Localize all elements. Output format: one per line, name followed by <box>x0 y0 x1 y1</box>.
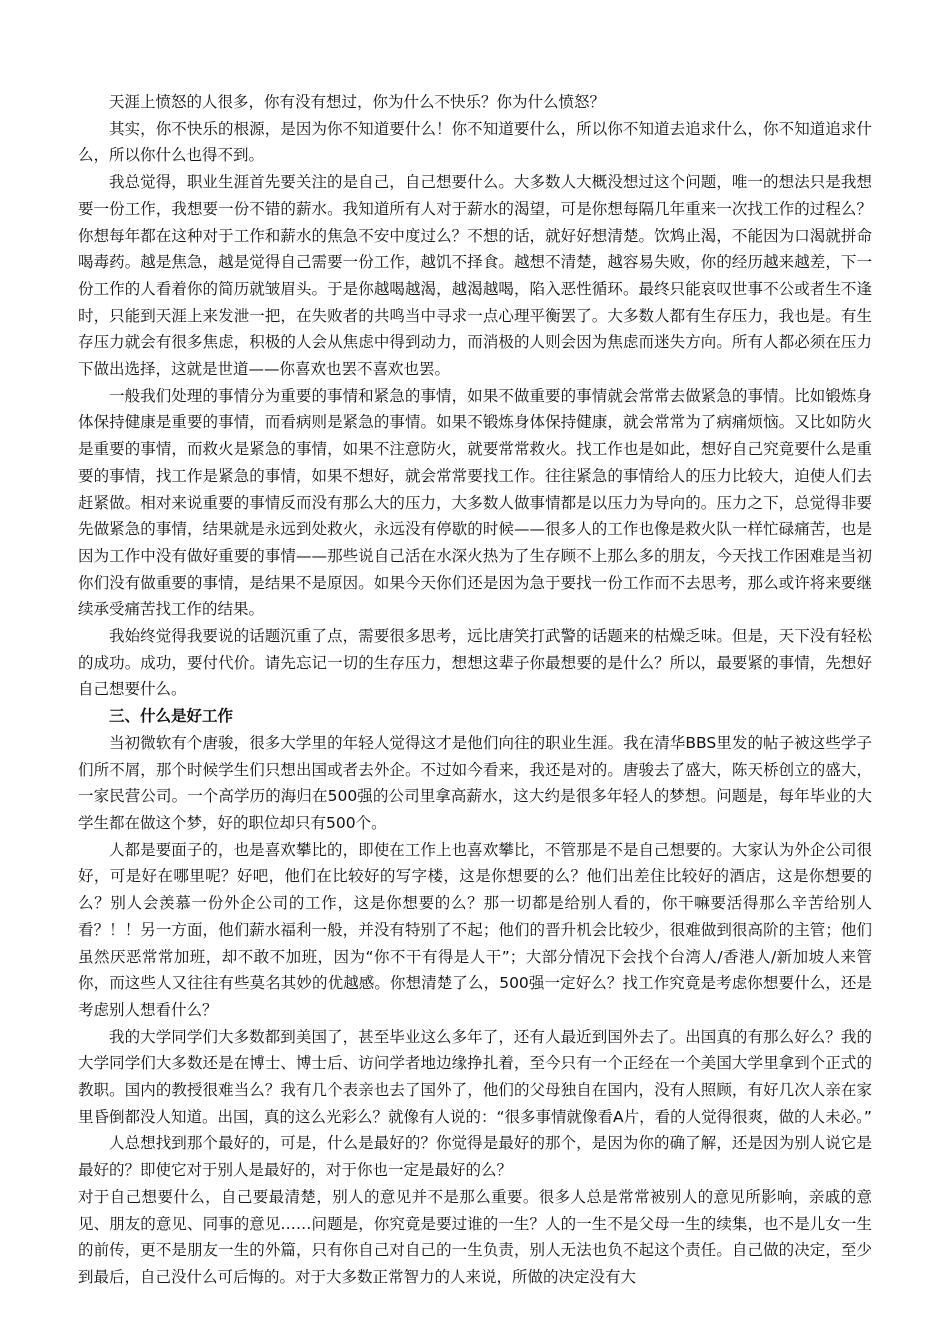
paragraph-own-decision: 对于自己想要什么，自己要最清楚，别人的意见并不是那么重要。很多人总是常常被别人的意见所影响，亲戚的意见、朋友的意见、同事的意见……问题是，你究竟是要过谁的一生？人的一生不是父母一生的续集，也不是儿女一生的前传，更不是朋友一生的外篇，只有你自己对自己的一生负责，别人无法也负不起这个责任。自己做的决定，至少到最后，自己没什么可后悔的。对于大多数正常智力的人来说，所做的决定没有大 <box>78 1187 872 1286</box>
section-heading: 三、什么是好工作 <box>109 707 234 726</box>
paragraph-unhappy-question: 天涯上愤怒的人很多，你有没有想过，你为什么不快乐？你为什么愤怒？ <box>109 93 606 111</box>
paragraph-no-easy-success: 我始终觉得我要说的话题沉重了点，需要很多思考，远比唐笑打武警的话题来的枯燥乏味。但是，天下没有轻松的成功。成功，要付代价。请先忘记一切的生存压力，想想这辈子你最想要的是什么？所以，最要紧的事情，先想好自己想要什么。 <box>78 627 872 699</box>
paragraph-going-abroad: 我的大学同学们大多数都到美国了，甚至毕业这么多年了，还有人最近到国外去了。出国真的有那么好么？我的大学同学们大多数还是在博士、博士后、访问学者地边缘挣扎着，至今只有一个正经在一个美国大学里拿到个正式的教职。国内的教授很难当么？我有几个表亲也去了国外了，他们的父母独自在国内，没有人照顾，有好几次人亲在家里昏倒都没人知道。出国，真的这么光彩么？就像有人说的：“很多事情就像看A片，看的人觉得很爽，做的人未必。” <box>78 1027 872 1126</box>
paragraph-root-cause: 其实，你不快乐的根源，是因为你不知道要什么！你不知道要什么，所以你不知道去追求什么，你不知道追求什么，所以你什么也得不到。 <box>78 119 872 165</box>
paragraph-career-focus: 我总觉得，职业生涯首先要关注的是自己，自己想要什么。大多数人大概没想过这个问题，唯一的想法只是我想要一份工作，我想要一份不错的薪水。我知道所有人对于薪水的渴望，可是你想每隔几年重来一次找工作的过程么？你想每年都在这种对于工作和薪水的焦急不安中度过么？不想的话，就好好想清楚。饮鸩止渴，不能因为口渴就拼命喝毒药。越是焦急，越是觉得自己需要一份工作，越饥不择食。越想不清楚，越容易失败，你的经历越来越差，下一份工作的人看着你的简历就皱眉头。于是你越喝越渴，越渴越喝，陷入恶性循环。最终只能哀叹世事不公或者生不逢时，只能到天涯上来发泄一把，在失败者的共鸣当中寻求一点心理平衡罢了。大多数人都有生存压力，我也是。有生存压力就会有很多焦虑，积极的人会从焦虑中得到动力，而消极的人则会因为焦虑而迷失方向。所有人都必须在压力下做出选择，这就是世道——你喜欢也罢不喜欢也罢。 <box>78 173 872 379</box>
paragraph-face-comparison: 人都是要面子的，也是喜欢攀比的，即使在工作上也喜欢攀比，不管那是不是自己想要的。大家认为外企公司很好，可是好在哪里呢？好吧，他们在比较好的写字楼，这是你想要的么？他们出差住比较好的酒店，这是你想要的么？别人会羡慕一份外企公司的工作，这是你想要的么？那一切都是给别人看的，你干嘛要活得那么辛苦给别人看？！！另一方面，他们薪水福利一般，并没有特别了不起；他们的晋升机会比较少，很难做到很高阶的主管；他们虽然厌恶常常加班，却不敢不加班，因为“你不干有得是人干”；大部分情况下会找个台湾人/香港人/新加坡人来管你，而这些人又往往有些莫名其妙的优越感。你想清楚了么，500强一定好么？找工作究竟是考虑你想要什么，还是考虑别人想看什么？ <box>78 840 872 1019</box>
paragraph-what-is-best: 人总想找到那个最好的，可是，什么是最好的？你觉得是最好的那个，是因为你的确了解，还是因为别人说它是最好的？即使它对于别人是最好的，对于你也一定是最好的么？ <box>78 1134 872 1180</box>
document-page <box>78 89 872 1291</box>
paragraph-tang-jun: 当初微软有个唐骏，很多大学里的年轻人觉得这才是他们向往的职业生涯。我在清华BBS里发的帖子被这些学子们所不屑，那个时候学生们只想出国或者去外企。不过如今看来，我还是对的。唐骏去了盛大，陈天桥创立的盛大，一家民营公司。一个高学历的海归在500强的公司里拿高薪水，这大约是很多年轻人的梦想。问题是，每年毕业的大学生都在做这个梦，好的职位却只有500个。 <box>78 733 872 832</box>
paragraph-important-vs-urgent: 一般我们处理的事情分为重要的事情和紧急的事情，如果不做重要的事情就会常常去做紧急的事情。比如锻炼身体保持健康是重要的事情，而看病则是紧急的事情。如果不锻炼身体保持健康，就会常常为了病痛烦恼。又比如防火是重要的事情，而救火是紧急的事情，如果不注意防火，就要常常救火。找工作也是如此，想好自己究竟要什么是重要的事情，找工作是紧急的事情，如果不想好，就会常常要找工作。往往紧急的事情给人的压力比较大，迫使人们去赶紧做。相对来说重要的事情反而没有那么大的压力，大多数人做事情都是以压力为导向的。压力之下，总觉得非要先做紧急的事情，结果就是永远到处救火，永远没有停歇的时候——很多人的工作也像是救火队一样忙碌痛苦，也是因为工作中没有做好重要的事情——那些说自己活在水深火热为了生存顾不上那么多的朋友，今天找工作困难是当初你们没有做重要的事情，是结果不是原因。如果今天你们还是因为急于要找一份工作而不去思考，那么或许将来要继续承受痛苦找工作的结果。 <box>78 386 872 619</box>
